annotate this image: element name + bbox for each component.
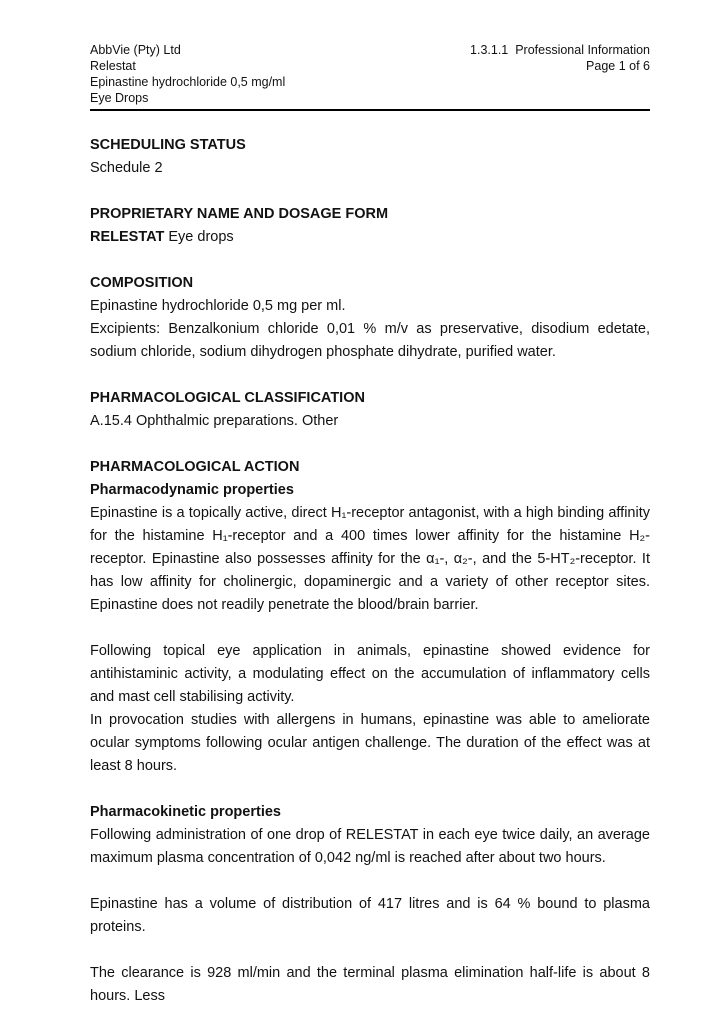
header-doc-reference: 1.3.1.1 Professional Information — [470, 43, 650, 57]
pharmacodynamic-paragraph-3: In provocation studies with allergens in humans, epinastine was able to ameliorate ocular symptoms following ocular antigen challenge. The duration of the effect was at least 8 hours. — [90, 712, 650, 774]
pharmacokinetic-paragraph-1: Following administration of one drop of RELESTAT in each eye twice daily, an average maximum plasma concentration of 0,042 ng/ml is reached after about two hours. — [90, 827, 650, 866]
scheduling-status-value: Schedule 2 — [90, 160, 163, 176]
pharmacological-classification-heading: PHARMACOLOGICAL CLASSIFICATION — [90, 390, 365, 406]
section-scheduling-status — [90, 134, 650, 180]
header-company: AbbVie (Pty) Ltd — [90, 43, 181, 57]
pharmacological-classification-value: A.15.4 Ophthalmic preparations. Other — [90, 413, 339, 429]
header-page-number: Page 1 of 6 — [586, 59, 650, 73]
pharmacokinetic-paragraph-3: The clearance is 928 ml/min and the terminal plasma elimination half-life is about 8 hours. Less — [90, 965, 650, 1004]
composition-excipients-line: Excipients: Benzalkonium chloride 0,01 % m/v as preservative, disodium edetate, sodium chloride, sodium dihydrogen phosphate dihydrate, purified water. — [90, 321, 650, 360]
section-composition — [90, 272, 650, 364]
header-divider-rule — [90, 109, 650, 111]
proprietary-name-line — [90, 226, 650, 249]
document-header — [90, 42, 650, 106]
header-active-ingredient: Epinastine hydrochloride 0,5 mg/ml — [90, 75, 286, 89]
pharmacological-action-heading: PHARMACOLOGICAL ACTION — [90, 459, 300, 475]
product-trade-name: RELESTAT — [90, 229, 165, 245]
header-left-block — [90, 42, 285, 106]
pharmacodynamic-paragraph-2: Following topical eye application in animals, epinastine showed evidence for antihistaminic activity, a modulating effect on the accumulation of inflammatory cells and mast cell stabilising activity. — [90, 643, 650, 705]
pharmacodynamic-paragraph-1: Epinastine is a topically active, direct H₁-receptor antagonist, with a high binding affinity for the histamine H₁-receptor and a 400 times lower affinity for the histamine H₂-receptor. Epinastine also possesses affinity for the α₁-, α₂-, and the 5-HT₂-receptor. It has low affinity for cholinergic, dopaminergic and a variety of other receptor sites. Epinastine does not readily penetrate the blood/brain barrier. — [90, 505, 650, 613]
pharmacodynamic-properties-subheading: Pharmacodynamic properties — [90, 482, 294, 498]
pharmacokinetic-paragraph-2: Epinastine has a volume of distribution of 417 litres and is 64 % bound to plasma proteins. — [90, 896, 650, 935]
pharmacokinetic-properties-subheading: Pharmacokinetic properties — [90, 804, 281, 820]
header-product-name: Relestat — [90, 59, 136, 73]
composition-strength-line: Epinastine hydrochloride 0,5 mg per ml. — [90, 298, 346, 314]
section-pharmacological-classification — [90, 387, 650, 433]
header-dosage-form: Eye Drops — [90, 91, 149, 105]
proprietary-name-heading: PROPRIETARY NAME AND DOSAGE FORM — [90, 206, 389, 222]
section-proprietary-name — [90, 203, 650, 249]
document-body — [90, 134, 650, 1008]
section-pharmacological-action — [90, 456, 650, 1008]
header-right-block — [470, 42, 650, 74]
product-dosage-form: Eye drops — [168, 229, 234, 245]
scheduling-status-heading: SCHEDULING STATUS — [90, 137, 246, 153]
composition-heading: COMPOSITION — [90, 275, 194, 291]
